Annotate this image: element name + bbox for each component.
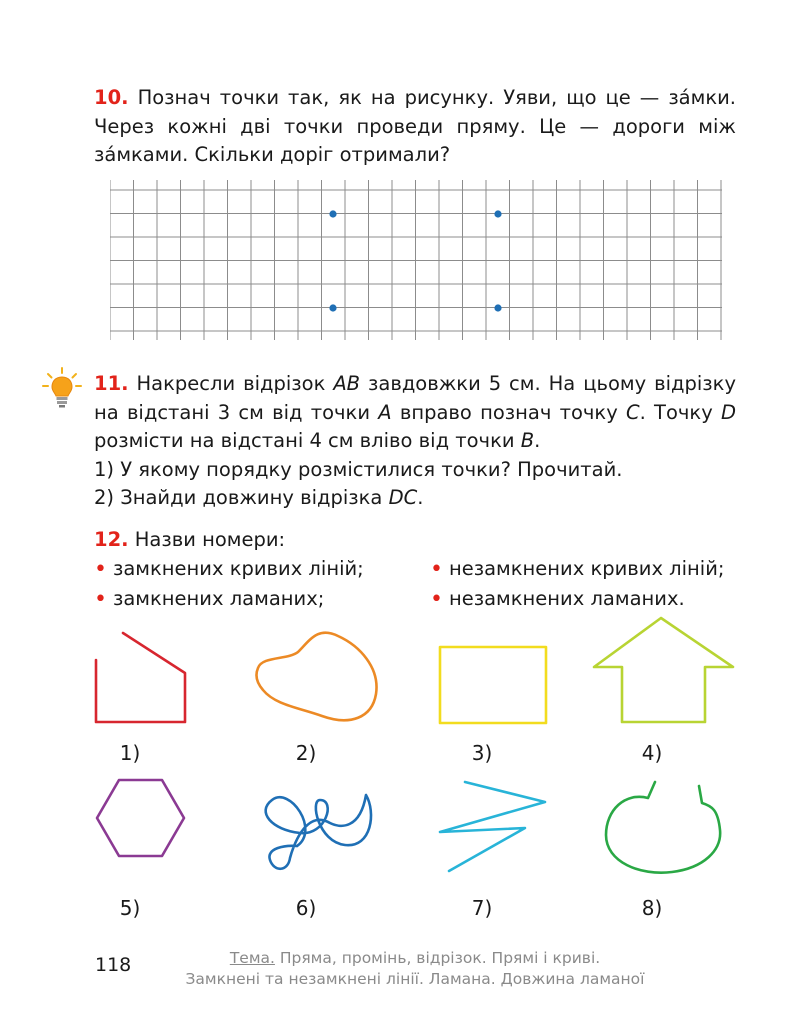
shape-8-open-curve [606,782,720,873]
footer-topic: Тема. Пряма, промінь, відрізок. Прямі і криві. Замкнені та незамкнені лінії. Ламана. Довжина ламаної [185,949,645,988]
task-10 [94,84,736,170]
task-number: 10. [94,86,129,109]
shape-label: 7) [471,896,493,920]
list-item: • замкнених ламаних; [94,587,325,612]
bullet-icon: • [430,557,443,582]
shape-label: 6) [295,896,317,920]
task-11-line-2: на відстані 3 см від точки A вправо познач точку C. Точку D [94,400,736,424]
list-item: • незамкнених ламаних. [430,587,685,612]
shape-6-open-curve [266,795,371,869]
grid-with-points [110,180,722,340]
bullet-list-right [430,554,724,614]
castle-point [494,210,501,217]
task-number: 11. [94,372,129,395]
bullet-list-left [94,554,364,614]
shape-label: 3) [471,741,493,765]
shape-label: 8) [641,896,663,920]
task-10-line-3: за́мками. Скільки доріг отримали? [94,143,451,166]
bullet-icon: • [430,587,443,612]
castle-point [494,304,501,311]
castle-point [329,304,336,311]
task-11-question-1: 1) У якому порядку розмістилися точки? Прочитай. [94,457,623,481]
shape-3-rectangle [440,647,546,723]
shape-2-closed-curve [256,633,376,721]
list-item: • замкнених кривих ліній; [94,557,364,582]
list-item: • незамкнених кривих ліній; [430,557,725,582]
shape-label: 1) [119,741,141,765]
shape-5-hexagon [97,780,184,856]
bullet-icon: • [94,557,107,582]
task-number: 12. [94,528,129,551]
task-11-line-3: розмісти на відстані 4 см вліво від точки B. [94,429,541,452]
task-10-line-1: 10. Познач точки так, як на рисунку. Уяви, що це — за́мки. [94,86,736,109]
topic-label: Тема. [229,949,275,967]
lightbulb-icon [42,366,82,410]
task-12-heading: 12. Назви номери: [94,528,286,551]
task-11-line-1: 11. Накресли відрізок AB завдовжки 5 см. На цьому відрізку [94,372,736,395]
shape-label: 4) [641,741,663,765]
task-11 [94,370,736,513]
task-12 [94,526,736,612]
task-10-line-2: Через кожні дві точки проведи пряму. Це — дороги між [94,114,736,138]
shape-4-house-polyline [594,618,733,722]
shape-label: 5) [119,896,141,920]
castle-point [329,210,336,217]
shape-1-open-polyline [96,633,185,722]
page-number: 118 [95,954,132,976]
bullet-icon: • [94,587,107,612]
shape-label: 2) [295,741,317,765]
shape-7-open-polyline [440,782,545,871]
task-11-question-2: 2) Знайди довжину відрізка DC. [94,486,424,509]
